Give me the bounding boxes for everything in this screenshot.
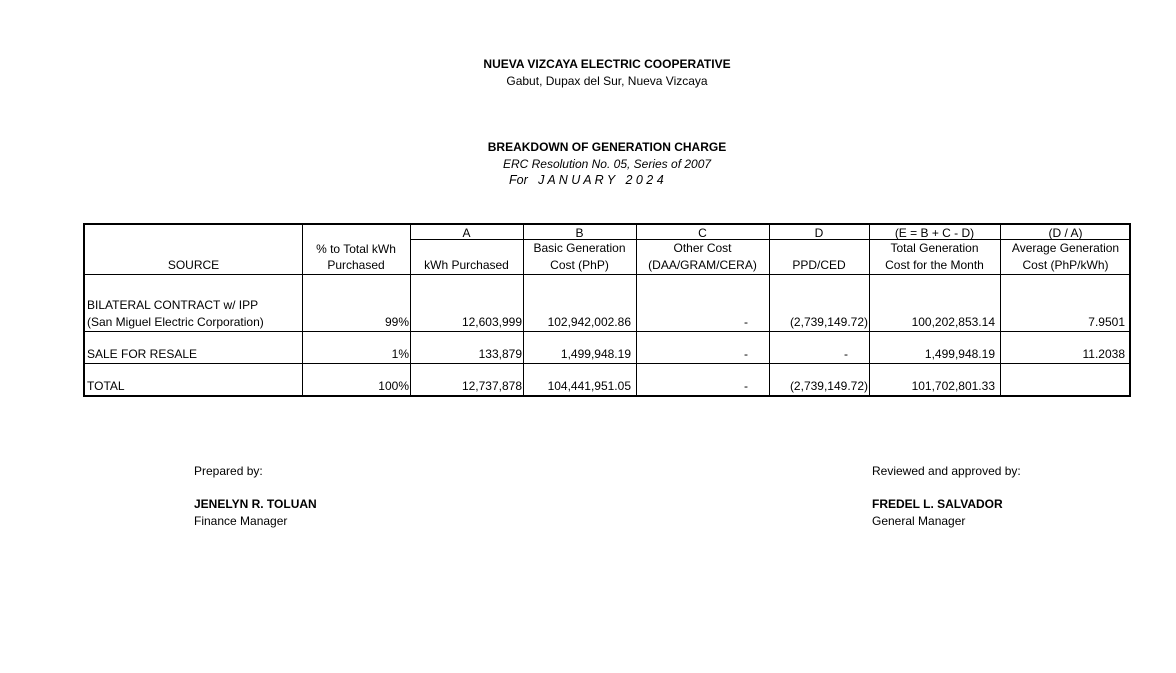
approved-by-name: FREDEL L. SALVADOR <box>872 497 1003 511</box>
row-divider <box>85 363 1129 364</box>
erc-resolution: ERC Resolution No. 05, Series of 2007 <box>502 157 712 171</box>
row-divider <box>85 331 1129 332</box>
row-bilateral-total: 100,202,853.14 <box>911 315 995 329</box>
header-pct-line2: Purchased <box>327 258 385 272</box>
row-total-other: - <box>744 379 748 393</box>
row-bilateral-other: - <box>744 315 748 329</box>
approved-by-label: Reviewed and approved by: <box>872 464 1021 478</box>
header-kwh: kWh Purchased <box>424 258 509 272</box>
row-bilateral-ppd: (2,739,149.72) <box>789 315 868 329</box>
header-divider <box>85 274 1129 275</box>
billing-period: For J A N U A R Y 2 0 2 4 <box>509 173 664 187</box>
approved-by-position: General Manager <box>872 514 966 528</box>
row-bilateral-kwh: 12,603,999 <box>461 315 522 329</box>
header-total-line1: Total Generation <box>890 241 979 255</box>
header-basic-line2: Cost (PhP) <box>550 258 609 272</box>
prepared-by-label: Prepared by: <box>194 464 263 478</box>
col-letter-d: D <box>814 226 824 240</box>
header-other-line1: Other Cost <box>673 241 732 255</box>
col-letter-a: A <box>462 226 471 240</box>
col-divider <box>410 225 411 395</box>
row-resale-avg: 11.2038 <box>1082 347 1125 361</box>
col-letter-b: B <box>575 226 584 240</box>
row-total-source: TOTAL <box>87 379 125 393</box>
company-name: NUEVA VIZCAYA ELECTRIC COOPERATIVE <box>483 57 731 71</box>
row-resale-basic: 1,499,948.19 <box>560 347 631 361</box>
header-avg-line2: Cost (PhP/kWh) <box>1022 258 1109 272</box>
row-bilateral-avg: 7.9501 <box>1088 315 1125 329</box>
company-address: Gabut, Dupax del Sur, Nueva Vizcaya <box>506 74 708 88</box>
row-resale-other: - <box>744 347 748 361</box>
row-resale-total: 1,499,948.19 <box>924 347 995 361</box>
header-ppd: PPD/CED <box>792 258 846 272</box>
col-formula-e: (E = B + C - D) <box>894 226 975 240</box>
row-bilateral-basic: 102,942,002.86 <box>547 315 631 329</box>
row-bilateral-source-line2: (San Miguel Electric Corporation) <box>87 315 264 329</box>
row-resale-pct: 1% <box>391 347 409 361</box>
prepared-by-name: JENELYN R. TOLUAN <box>194 497 317 511</box>
document-title: BREAKDOWN OF GENERATION CHARGE <box>487 140 727 154</box>
prepared-by-position: Finance Manager <box>194 514 288 528</box>
row-bilateral-pct: 99% <box>384 315 409 329</box>
row-resale-ppd: - <box>844 347 848 361</box>
generation-charge-table <box>83 223 1131 397</box>
row-total-basic: 104,441,951.05 <box>547 379 631 393</box>
header-source: SOURCE <box>167 258 220 272</box>
row-total-ppd: (2,739,149.72) <box>789 379 868 393</box>
header-other-line2: (DAA/GRAM/CERA) <box>648 258 757 272</box>
header-pct-line1: % to Total kWh <box>316 242 396 256</box>
col-formula-avg: (D / A) <box>1048 226 1083 240</box>
row-resale-kwh: 133,879 <box>478 347 522 361</box>
row-resale-source: SALE FOR RESALE <box>87 347 198 361</box>
col-letter-c: C <box>698 226 707 240</box>
row-total-kwh: 12,737,878 <box>461 379 522 393</box>
row-total-total: 101,702,801.33 <box>911 379 995 393</box>
row-bilateral-source-line1: BILATERAL CONTRACT w/ IPP <box>87 298 259 312</box>
header-total-line2: Cost for the Month <box>885 258 984 272</box>
row-total-pct: 100% <box>378 379 409 393</box>
header-basic-line1: Basic Generation <box>533 241 626 255</box>
col-divider <box>769 225 770 395</box>
header-avg-line1: Average Generation <box>1011 241 1120 255</box>
